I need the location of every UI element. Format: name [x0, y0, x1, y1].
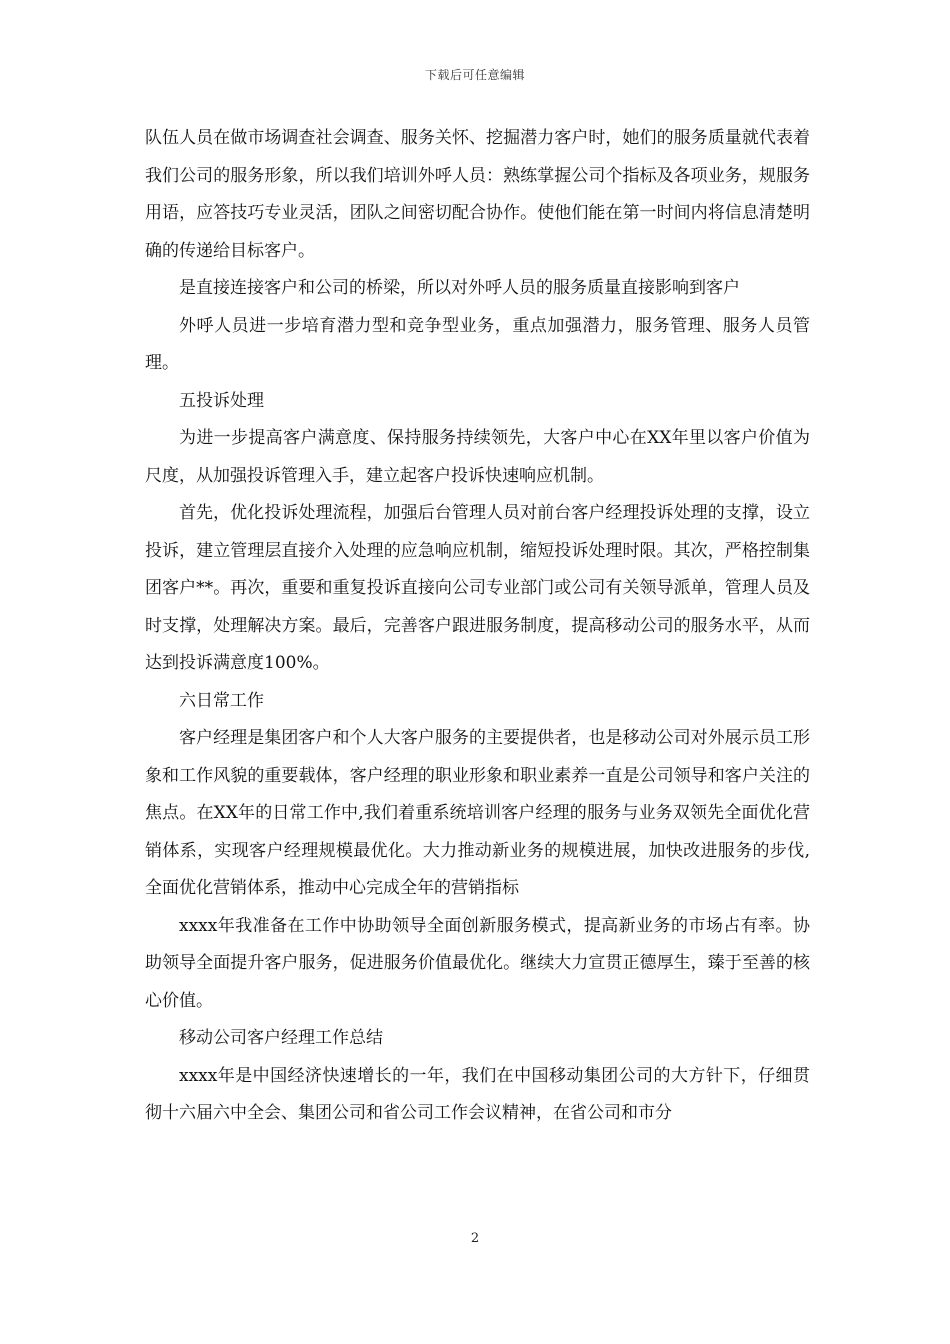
- paragraph-complaint-process: 首先，优化投诉处理流程，加强后台管理人员对前台客户经理投诉处理的支撑，设立投诉，建立管理层直接介入处理的应急响应机制，缩短投诉处理时限。其次，严格控制集团客户**。再次，重要和重复投诉直接向公司专业部门或公司有关领导派单，管理人员及时支撑，处理解决方案。最后，完善客户跟进服务制度，提高移动公司的服务水平，从而达到投诉满意度100%。: [145, 503, 810, 673]
- page-header: 下载后可任意编辑: [424, 68, 525, 82]
- section-heading-daily-work: 六日常工作: [179, 690, 264, 711]
- section-heading-complaints: 五投诉处理: [179, 390, 264, 411]
- paragraph-outbound-team: 队伍人员在做市场调查社会调查、服务关怀、挖掘潜力客户时，她们的服务质量就代表着我们公司的服务形象，所以我们培训外呼人员：熟练掌握公司个指标及各项业务，规服务用语，应答技巧专业灵活，团队之间密切配合协作。使他们能在第一时间内将信息清楚明确的传递给目标客户。: [145, 128, 810, 261]
- paragraph-bridge: 是直接连接客户和公司的桥梁，所以对外呼人员的服务质量直接影响到客户: [179, 278, 740, 298]
- page-number: 2: [470, 1231, 480, 1246]
- section-heading-summary: 移动公司客户经理工作总结: [179, 1028, 383, 1048]
- paragraph-account-manager: 客户经理是集团客户和个人大客户服务的主要提供者，也是移动公司对外展示员工形象和工作风貌的重要载体，客户经理的职业形象和职业素养一直是公司领导和客户关注的焦点。在XX年的日常工作中,我们着重系统培训客户经理的服务与业务双领先全面优化营销体系，实现客户经理规模最优化。大力推动新业务的规模进展，加快改进服务的步伐,全面优化营销体系，推动中心完成全年的营销指标: [145, 728, 810, 898]
- document-body: [145, 120, 810, 1133]
- paragraph-satisfaction: 为进一步提高客户满意度、保持服务持续领先，大客户中心在XX年里以客户价值为尺度，从加强投诉管理入手，建立起客户投诉快速响应机制。: [145, 428, 810, 486]
- paragraph-plan: xxxx年我准备在工作中协助领导全面创新服务模式，提高新业务的市场占有率。协助领导全面提升客户服务，促进服务价值最优化。继续大力宣贯正德厚生，臻于至善的核心价值。: [145, 915, 810, 1011]
- paragraph-potential-business: 外呼人员进一步培育潜力型和竞争型业务，重点加强潜力，服务管理、服务人员管理。: [145, 315, 810, 373]
- paragraph-summary-intro: xxxx年是中国经济快速增长的一年，我们在中国移动集团公司的大方针下，仔细贯彻十六届六中全会、集团公司和省公司工作会议精神，在省公司和市分: [145, 1065, 810, 1123]
